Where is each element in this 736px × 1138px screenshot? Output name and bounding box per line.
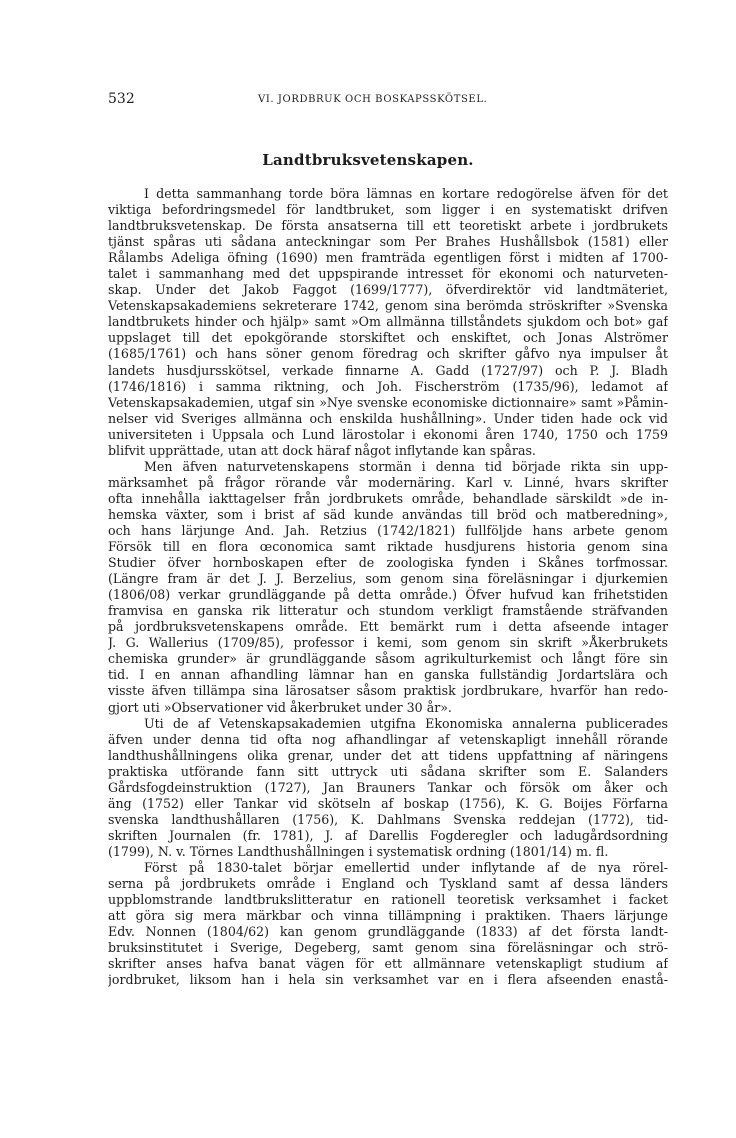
text-line: Försök till en flora œconomica samt riktade husdjurens historia genom sina (108, 539, 668, 555)
text-line: talet i sammanhang med det uppspirande intresset för ekonomi och naturveten- (108, 266, 668, 282)
text-line: hemska växter, som i brist af säd kunde användas till bröd och matberedning», (108, 506, 668, 522)
text-line: jordbruket, liksom han i hela sin verksamhet var en i flera afseenden enastå- (108, 972, 668, 988)
text-line: Uti de af Vetenskapsakademien utgifna Ekonomiska annalerna publicerades (144, 715, 668, 731)
text-line: (1799), N. v. Törnes Landthushållningen i systematisk ordning (1801/14) m. fl. (108, 843, 609, 859)
text-line: nelser vid Sveriges allmänna och enskilda hushållning». Under tiden hade ock vid (108, 410, 668, 426)
text-line: praktiska utförande fann sitt uttryck uti sådana skrifter som E. Salanders (108, 763, 668, 779)
text-line: framvisa en ganska rik litteratur och stundom verkligt framstående sträfvanden (108, 603, 668, 619)
page-number: 532 (108, 91, 135, 107)
text-line: uppblomstrande landtbrukslitteratur en rationell teoretisk verksamhet i facket (108, 892, 668, 908)
text-line: skriften Journalen (fr. 1781), J. af Darellis Fogderegler och ladugårdsordning (108, 827, 668, 843)
text-line: blifvit upprättade, utan att dock häraf något inflytande kan spåras. (108, 442, 536, 458)
text-line: landets husdjursskötsel, verkade finnarne A. Gadd (1727/97) och P. J. Bladh (108, 362, 668, 378)
section-heading: Landtbruksvetenskapen. (262, 151, 474, 169)
text-line: universiteten i Uppsala och Lund lärostolar i ekonomi åren 1740, 1750 och 1759 (108, 426, 668, 442)
text-line: svenska landthushållaren (1756), K. Dahlmans Svenska reddejan (1772), tid- (108, 811, 668, 827)
text-line: äng (1752) eller Tankar vid skötseln af boskap (1756), K. G. Boijes Förfarna (108, 795, 668, 811)
text-line: tjänst spåras uti sådana anteckningar som Per Brahes Hushållsbok (1581) eller (108, 234, 668, 250)
text-line: Men äfven naturvetenskapens stormän i denna tid började rikta sin upp- (144, 458, 668, 474)
text-line: tid. I en annan afhandling lämnar han en ganska fullständig Jordartslära och (108, 667, 668, 683)
text-line: (1746/1816) i samma riktning, och Joh. Fischerström (1735/96), ledamot af (108, 378, 668, 394)
text-line: (Längre fram är det J. J. Berzelius, som genom sina föreläsningar i djurkemien (108, 571, 668, 587)
text-line: uppslaget till det epokgörande storskiftet och enskiftet, och Jonas Alströmer (108, 330, 668, 346)
text-line: landtbruksvetenskap. De första ansatserna till ett teoretiskt arbete i jordbrukets (108, 218, 668, 234)
text-line: landthushållningens olika grenar, under det att tidens uppfattning af näringens (108, 747, 668, 763)
text-line: och hans lärjunge And. Jah. Retzius (1742/1821) fullföljde hans arbete genom (108, 522, 668, 538)
body-text (108, 186, 668, 988)
text-line: Rålambs Adeliga öfning (1690) men framträda egentligen först i midten af 1700- (108, 250, 668, 266)
text-line: skrifter anses hafva banat vägen för ett allmännare vetenskapligt studium af (108, 956, 668, 972)
text-line: ofta innehålla iakttagelser från jordbrukets område, behandlade särskildt »de in- (108, 490, 668, 506)
text-line: äfven under denna tid ofta nog afhandlingar af vetenskapligt innehåll rörande (108, 731, 668, 747)
text-line: på jordbruksvetenskapens område. Ett bemärkt rum i detta afseende intager (108, 619, 668, 635)
text-line: gjort uti »Observationer vid åkerbruket under 30 år». (108, 699, 452, 715)
running-head (108, 90, 668, 108)
text-line: I detta sammanhang torde böra lämnas en kortare redogörelse äfven för det (144, 186, 668, 201)
text-line: visste äfven tillämpa sina lärosatser såsom praktisk jordbrukare, hvarför han redo- (108, 683, 668, 699)
text-line: Vetenskapsakademiens sekreterare 1742, genom sina berömda ströskrifter »Svenska (108, 298, 668, 314)
text-line: chemiska grunder» är grundläggande såsom agrikulturkemist och långt före sin (108, 651, 668, 667)
text-line: (1806/08) verkar grundläggande på detta område.) Öfver hufvud kan frihetstiden (108, 587, 668, 603)
text-line: Edv. Nonnen (1804/62) kan genom grundläggande (1833) af det första landt- (108, 924, 668, 940)
text-line: att göra sig mera märkbar och vinna tillämpning i praktiken. Thaers lärjunge (108, 908, 668, 924)
text-line: märksamhet på frågor rörande vår modernäring. Karl v. Linné, hvars skrifter (108, 474, 668, 490)
running-title: VI. JORDBRUK OCH BOSKAPSSKÖTSEL. (258, 94, 488, 105)
text-line: viktiga befordringsmedel för landtbruket, som ligger i en systematiskt drifven (108, 202, 668, 218)
text-line: Först på 1830-talet börjar emellertid under inflytande af de nya rörel- (144, 859, 668, 875)
text-line: skap. Under det Jakob Faggot (1699/1777), öfverdirektör vid landtmäteriet, (108, 282, 668, 298)
text-line: Vetenskapsakademien, utgaf sin »Nye svenske economiske dictionnaire» samt »Påmin- (108, 394, 668, 410)
text-line: (1685/1761) och hans söner genom föredrag och skrifter gåfvo nya impulser åt (108, 346, 668, 362)
text-line: serna på jordbrukets område i England och Tyskland samt af dessa länders (108, 876, 668, 892)
text-line: bruksinstitutet i Sverige, Degeberg, samt genom sina föreläsningar och strö- (108, 940, 668, 956)
text-line: Gårdsfogdeinstruktion (1727), Jan Brauners Tankar och försök om åker och (108, 779, 668, 795)
text-line: Studier öfver hornboskapen efter de zoologiska fynden i Skånes torfmossar. (108, 555, 668, 571)
text-line: J. G. Wallerius (1709/85), professor i kemi, som genom sin skrift »Åkerbrukets (108, 635, 668, 651)
text-line: landtbrukets hinder och hjälp» samt »Om allmänna tillståndets sjukdom och bot» gaf (108, 314, 668, 330)
